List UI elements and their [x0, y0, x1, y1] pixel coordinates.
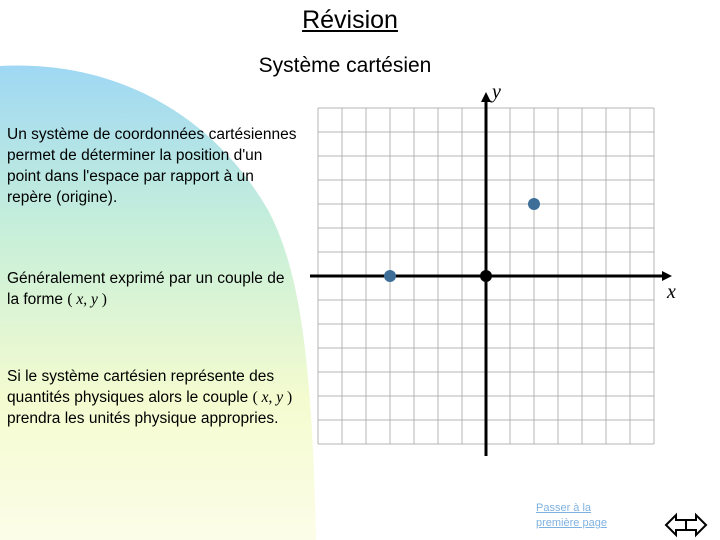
slide-subtitle: Système cartésien [258, 54, 432, 77]
comma-2: , [268, 389, 277, 406]
slide-title: Révision [302, 6, 398, 34]
origin-point [480, 270, 492, 282]
var-x-2: x [261, 389, 269, 406]
comma: , [83, 291, 91, 308]
plotted-point [384, 270, 396, 282]
var-y: y [91, 291, 98, 308]
arrow-right-outline-icon[interactable] [686, 515, 706, 535]
paren-close-2: ) [283, 389, 293, 406]
var-x: x [76, 291, 84, 308]
paragraph-definition: Un système de coordonnées cartésiennes permet de déterminer la position d'un point dans l'espace par rapport à un repère (origine). [7, 126, 297, 206]
paragraph-units-before: Si le système cartésien représente des quantités physiques alors le couple [7, 368, 275, 406]
nav-buttons [664, 512, 708, 538]
plotted-point [528, 198, 540, 210]
y-axis-label: y [492, 81, 501, 103]
paren-open-2: ( [252, 389, 262, 406]
paragraph-couple-text: Généralement exprimé par un couple de la forme [7, 270, 285, 308]
y-axis-arrow [481, 92, 491, 102]
first-page-link[interactable]: Passer à la première page [536, 502, 607, 529]
paren-open: ( [67, 291, 77, 308]
paren-close: ) [97, 291, 107, 308]
arrow-left-outline-icon[interactable] [666, 515, 686, 535]
x-axis-label: x [667, 281, 676, 303]
paragraph-units-after: prendra les unités physique appropries. [7, 410, 279, 427]
x-axis-arrow [662, 271, 672, 281]
var-y-2: y [276, 389, 284, 406]
